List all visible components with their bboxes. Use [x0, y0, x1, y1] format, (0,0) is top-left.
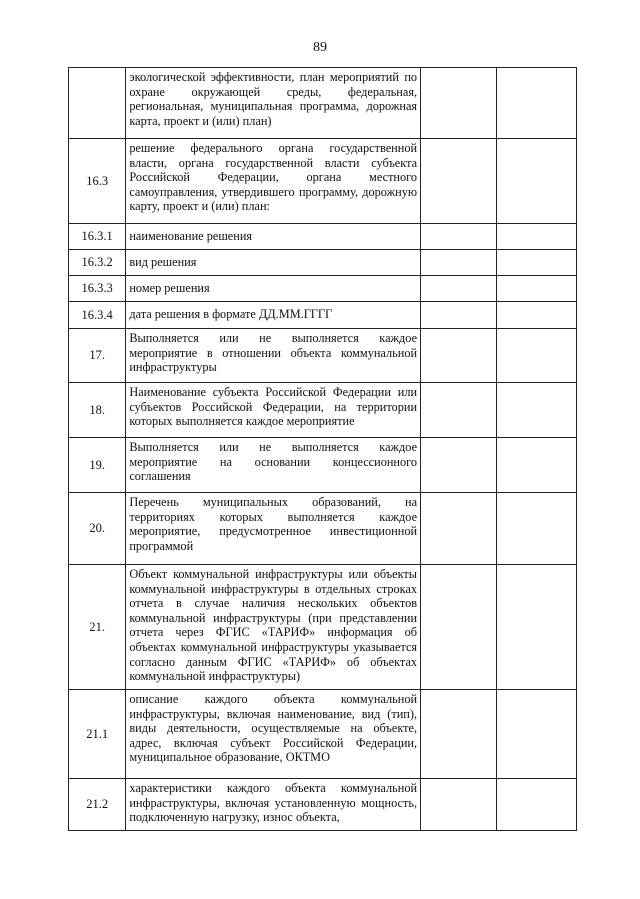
- table-row: [69, 565, 577, 690]
- row-number-cell: 21.2: [69, 779, 126, 831]
- note-cell: [496, 565, 577, 690]
- row-description-cell: [126, 779, 421, 831]
- row-description-cell: [126, 224, 421, 250]
- row-description-text: наименование решения: [129, 228, 253, 243]
- row-description-cell: [126, 139, 421, 224]
- row-number-cell: 21.: [69, 565, 126, 690]
- row-description-text: экологической эффективности, план мероприятий по охране окружающей среды, федеральная, региональная, муниципальная программа, дорожная карта, проект и (или) план): [129, 70, 418, 128]
- note-cell: [496, 250, 577, 276]
- table-row: [69, 779, 577, 831]
- row-description-text: номер решения: [129, 280, 210, 295]
- value-cell: [421, 250, 496, 276]
- row-description-cell: [126, 438, 421, 493]
- row-description-text: Перечень муниципальных образований, на территориях которых выполняется каждое мероприятие, предусмотренное инвестиционной программой: [129, 495, 418, 553]
- row-description-cell: [126, 329, 421, 383]
- note-cell: [496, 690, 577, 779]
- value-cell: [421, 224, 496, 250]
- table-row: [69, 690, 577, 779]
- row-description-text: описание каждого объекта коммунальной инфраструктуры, включая наименование, вид (тип), виды деятельности, осуществляемые на объекте, адрес, включая субъект Российской Федерации, муниципальное образование, ОКТМО: [129, 692, 418, 765]
- row-description-text: дата решения в формате ДД.ММ.ГГГГ: [129, 307, 333, 322]
- row-description-text: Выполняется или не выполняется каждое мероприятие в отношении объекта коммунальной инфраструктуры: [129, 331, 418, 375]
- value-cell: [421, 438, 496, 493]
- row-description-cell: [126, 276, 421, 302]
- value-cell: [421, 68, 496, 139]
- value-cell: [421, 276, 496, 302]
- page-number: 89: [313, 40, 327, 55]
- table-row: [69, 329, 577, 383]
- row-description-text: решение федерального органа государственной власти, органа государственной власти субъекта Российской Федерации, органа местного самоуправления, утвердившего программу, дорожную карту, проект и (или) план:: [129, 141, 418, 214]
- row-description-cell: [126, 690, 421, 779]
- table-row: [69, 68, 577, 139]
- table-row: [69, 250, 577, 276]
- value-cell: [421, 139, 496, 224]
- row-description-text: Объект коммунальной инфраструктуры или объекты коммунальной инфраструктуры в отдельных строках отчета в случае наличия нескольких объектов коммунальной инфраструктуры (при представлении отчета через ФГИС «ТАРИФ» информация об объектах коммунальной инфраструктуры указывается согласно данным ФГИС «ТАРИФ» об объектах коммунальной инфраструктуры): [129, 567, 418, 684]
- table-row: [69, 438, 577, 493]
- row-description-cell: [126, 493, 421, 565]
- note-cell: [496, 493, 577, 565]
- value-cell: [421, 302, 496, 329]
- row-description-cell: [126, 250, 421, 276]
- row-number-cell: 21.1: [69, 690, 126, 779]
- row-number-cell: 20.: [69, 493, 126, 565]
- table-row: [69, 224, 577, 250]
- row-number-cell: 16.3.4: [69, 302, 126, 329]
- value-cell: [421, 565, 496, 690]
- note-cell: [496, 276, 577, 302]
- row-number-cell: 16.3.3: [69, 276, 126, 302]
- note-cell: [496, 68, 577, 139]
- table-row: [69, 493, 577, 565]
- note-cell: [496, 139, 577, 224]
- row-description-cell: [126, 68, 421, 139]
- row-number-cell: 18.: [69, 383, 126, 438]
- value-cell: [421, 493, 496, 565]
- table-row: [69, 302, 577, 329]
- table-row: [69, 383, 577, 438]
- note-cell: [496, 438, 577, 493]
- note-cell: [496, 383, 577, 438]
- value-cell: [421, 383, 496, 438]
- note-cell: [496, 779, 577, 831]
- note-cell: [496, 302, 577, 329]
- table-row: [69, 276, 577, 302]
- table-row: [69, 139, 577, 224]
- note-cell: [496, 329, 577, 383]
- row-description-text: вид решения: [129, 254, 197, 269]
- row-description-cell: [126, 302, 421, 329]
- row-description-cell: [126, 565, 421, 690]
- row-number-cell: 19.: [69, 438, 126, 493]
- value-cell: [421, 690, 496, 779]
- row-number-cell: 16.3.1: [69, 224, 126, 250]
- row-description-cell: [126, 383, 421, 438]
- value-cell: [421, 329, 496, 383]
- row-number-cell: 17.: [69, 329, 126, 383]
- value-cell: [421, 779, 496, 831]
- requirements-table: [68, 67, 577, 831]
- row-description-text: характеристики каждого объекта коммунальной инфраструктуры, включая установленную мощность, подключенную нагрузку, износ объекта,: [129, 781, 418, 825]
- note-cell: [496, 224, 577, 250]
- row-number-cell: [69, 68, 126, 139]
- row-number-cell: 16.3: [69, 139, 126, 224]
- row-description-text: Выполняется или не выполняется каждое мероприятие на основании концессионного соглашения: [129, 440, 418, 484]
- row-number-cell: 16.3.2: [69, 250, 126, 276]
- row-description-text: Наименование субъекта Российской Федерации или субъектов Российской Федерации, на территории которых выполняется каждое мероприятие: [129, 385, 418, 429]
